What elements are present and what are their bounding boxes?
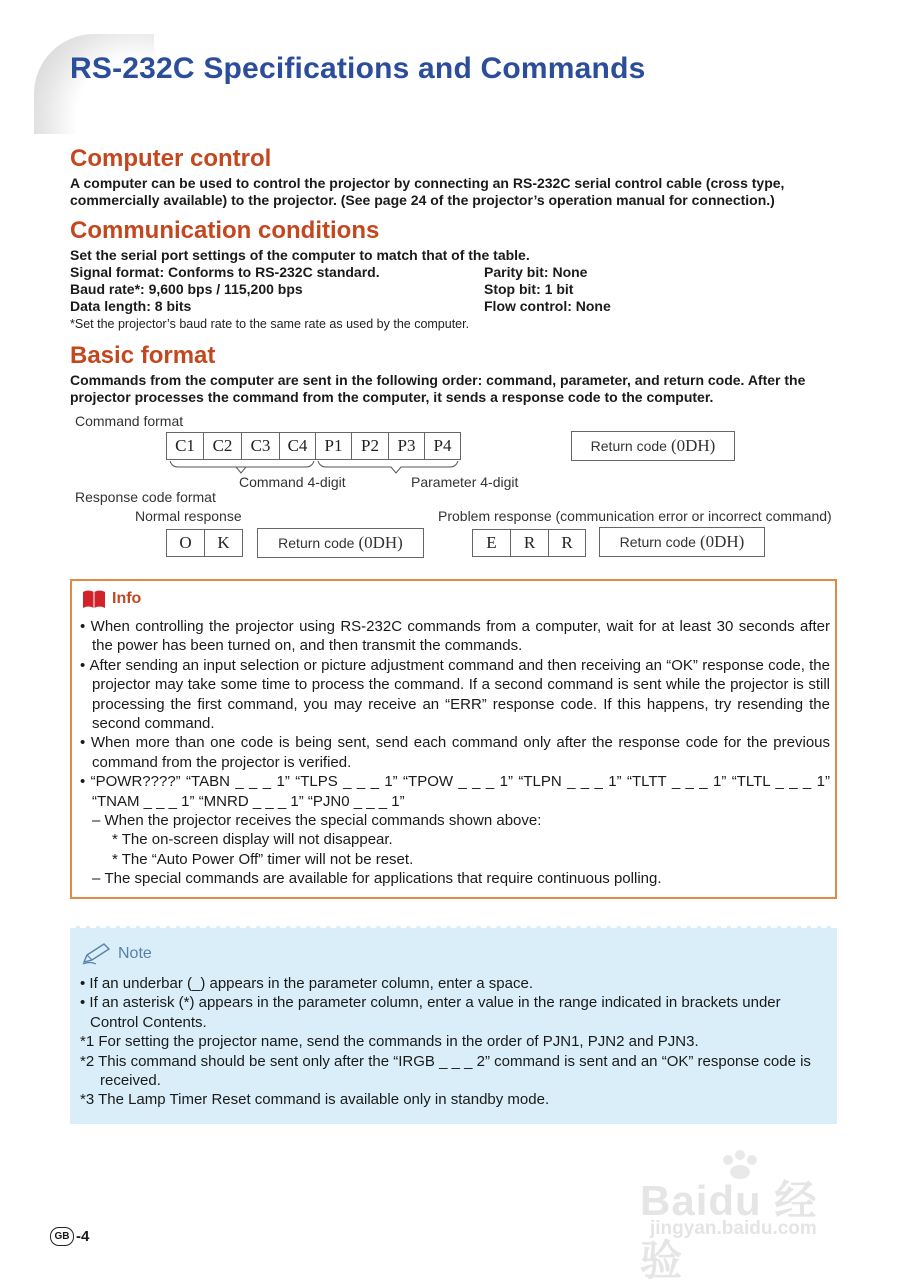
baidu-watermark — [640, 1150, 860, 1284]
normal-cell-k: K — [204, 529, 243, 557]
note-label: Note — [118, 945, 152, 962]
command-cell-p1: P1 — [315, 432, 352, 460]
communication-heading: Communication conditions — [70, 217, 380, 244]
problem-return-code-box — [599, 527, 765, 557]
return-code-label: Return code — [619, 534, 696, 550]
response-code-format-label: Response code format — [75, 489, 216, 505]
watermark-brand: Baidu 经验 — [640, 1177, 818, 1284]
page-title: RS-232C Specifications and Commands — [70, 52, 646, 85]
info-box — [70, 579, 837, 899]
problem-cell-r1: R — [510, 529, 549, 557]
problem-cell-e: E — [472, 529, 511, 557]
spec-data-length: Data length: 8 bits — [70, 298, 192, 314]
command-cell-c3: C3 — [241, 432, 280, 460]
command-cell-p4: P4 — [424, 432, 461, 460]
note-list — [80, 974, 825, 1110]
note-header — [80, 942, 152, 966]
normal-return-code-box — [257, 528, 424, 558]
problem-cell-r2: R — [548, 529, 586, 557]
command-return-code-box — [571, 431, 735, 461]
basic-format-heading: Basic format — [70, 342, 216, 369]
info-list — [80, 617, 830, 889]
info-sub-item: * The on-screen display will not disappear. — [112, 831, 393, 849]
info-sub-item: – The special commands are available for applications that require continuous polling. — [92, 870, 662, 888]
normal-response-label: Normal response — [135, 508, 242, 524]
info-sub-item: * The “Auto Power Off” timer will not be reset. — [112, 850, 414, 868]
return-code-label: Return code — [590, 438, 667, 454]
return-code-label: Return code — [278, 535, 355, 551]
command-cell-p2: P2 — [351, 432, 389, 460]
info-bullet: • When controlling the projector using RS-232C commands from a computer, wait for at least 30 seconds after the power has been turned on, and then transmit the commands. — [80, 618, 831, 655]
info-sub-item: – When the projector receives the special commands shown above: — [92, 812, 542, 830]
note-bullet: • If an asterisk (*) appears in the parameter column, enter a value in the range indicated in brackets under Control Contents. — [80, 994, 781, 1031]
command-format-label: Command format — [75, 413, 184, 429]
pencil-icon — [80, 942, 114, 966]
page-number-value: -4 — [76, 1228, 90, 1245]
parameter-4-digit-caption: Parameter 4-digit — [411, 474, 519, 490]
note-footnote: *1 For setting the projector name, send the commands in the order of PJN1, PJN2 and PJN3. — [80, 1033, 699, 1051]
note-box — [70, 926, 837, 1124]
spec-parity-bit: Parity bit: None — [484, 264, 588, 280]
return-code-value: (0DH) — [699, 532, 745, 551]
command-cell-c2: C2 — [203, 432, 242, 460]
normal-cell-o: O — [166, 529, 205, 557]
info-bullet: • After sending an input selection or picture adjustment command and then receiving an “OK” response code, the projector may take some time to process the command. If a second command is sent while the projector is still processing the first command, you may receive an “ERR” response code. If this happens, try resending the second command. — [80, 656, 830, 733]
computer-control-heading: Computer control — [70, 145, 272, 172]
note-bullet: • If an underbar (_) appears in the parameter column, enter a space. — [80, 975, 534, 992]
basic-format-text: Commands from the computer are sent in the following order: command, parameter, and return code. After the projector processes the command from the computer, it sends a response code to the computer. — [70, 372, 806, 405]
return-code-value: (0DH) — [358, 533, 403, 552]
command-cell-c4: C4 — [279, 432, 316, 460]
spec-stop-bit: Stop bit: 1 bit — [484, 281, 574, 297]
command-cell-c1: C1 — [166, 432, 204, 460]
info-bullet: • When more than one code is being sent, send each command only after the response code for the previous command from the projector is verified. — [80, 734, 831, 771]
command-cell-p3: P3 — [388, 432, 425, 460]
spec-flow-control: Flow control: None — [484, 298, 611, 314]
note-footnote: *2 This command should be sent only after the “IRGB _ _ _ 2” command is sent and an “OK” response code is received. — [80, 1052, 811, 1090]
info-bullet: • “POWR????” “TABN _ _ _ 1” “TLPS _ _ _ 1” “TPOW _ _ _ 1” “TLPN _ _ _ 1” “TLTT _ _ _ 1” “TLTL _ _ _ 1” “TNAM _ _ _ 1” “MNRD _ _ _ 1” “PJN0 _ _ _ 1” — [80, 773, 830, 810]
command-4-digit-caption: Command 4-digit — [239, 474, 346, 490]
note-footnote: *3 The Lamp Timer Reset command is available only in standby mode. — [80, 1091, 550, 1109]
communication-intro: Set the serial port settings of the computer to match that of the table. — [70, 247, 530, 263]
info-header — [82, 589, 141, 609]
spec-baud-rate: Baud rate*: 9,600 bps / 115,200 bps — [70, 281, 303, 297]
book-icon — [82, 589, 106, 609]
problem-response-label: Problem response (communication error or incorrect command) — [438, 508, 832, 524]
watermark-url: jingyan.baidu.com — [650, 1218, 817, 1239]
info-label: Info — [112, 590, 142, 607]
return-code-value: (0DH) — [670, 436, 716, 455]
computer-control-text: A computer can be used to control the projector by connecting an RS-232C serial control cable (cross type, commercially available) to the projector. (See page 24 of the projector’s operation manual for connection.) — [70, 175, 785, 208]
spec-signal-format: Signal format: Conforms to RS-232C standard. — [70, 264, 380, 280]
region-badge: GB — [50, 1227, 74, 1246]
page-number — [50, 1227, 89, 1246]
baud-rate-footnote: *Set the projector’s baud rate to the same rate as used by the computer. — [70, 317, 470, 331]
